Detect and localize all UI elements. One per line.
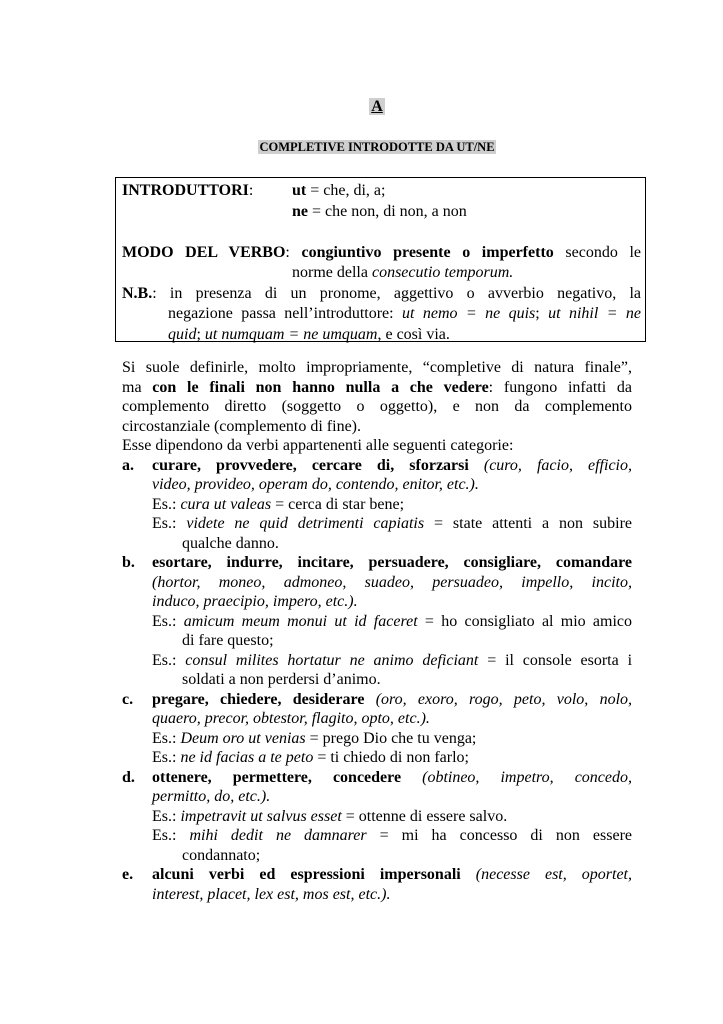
ex-b2-label: Es.:: [152, 651, 186, 669]
intro-line-2: [122, 378, 632, 398]
modo-line2-a: norme della: [292, 264, 372, 281]
list-item-d: [122, 768, 632, 866]
item-c-latin: (oro, exoro, rogo, peto, volo, nolo,: [364, 690, 633, 708]
ex-b1-latin: amicum meum monui ut id faceret: [183, 612, 418, 630]
introduttori-row: INTRODUTTORI: ut = che, di, a;: [122, 182, 386, 199]
example-b-1: [122, 612, 632, 632]
ex-b2-it: = il console esorta i: [478, 651, 633, 669]
list-item-e-head: [122, 865, 632, 885]
introduttori-label: INTRODUTTORI: [122, 182, 249, 199]
intro-line-5: Esse dipendono da verbi appartenenti alle seguenti categorie:: [122, 437, 514, 454]
nb-line1: : in presenza di un pronome, aggettivo o avverbio negativo, la: [152, 284, 641, 302]
ut-meaning: = che, di, a;: [306, 182, 386, 199]
nb-line3-c: ut numquam = ne umquam: [204, 325, 378, 343]
intro-line-4: circostanziale (complemento di fine).: [122, 417, 362, 435]
nb-row: [122, 284, 641, 305]
item-b-verbs: esortare, indurre, incitare, persuadere, consigliare, comandare: [152, 554, 632, 571]
nb-line3-b: ;: [196, 325, 205, 343]
item-c-cont-text: quaero, precor, obtestor, flagito, opto, etc.).: [152, 710, 430, 727]
example-d-1: [122, 807, 632, 827]
ex-d2-it: = mi ha concesso di non essere: [366, 827, 632, 844]
modo-row: MODO DEL VERBO: congiuntivo presente o imperfetto secondo le: [122, 243, 641, 261]
item-c-verbs: pregare, chiedere, desiderare: [152, 690, 365, 708]
ex-a1-latin: cura ut valeas: [180, 495, 272, 513]
intro-line-2-b: con le finali non hanno nulla a che vedere: [152, 378, 489, 396]
list-item-b-cont-2: [122, 592, 632, 612]
item-e-verbs: alcuni verbi ed espressioni impersonali: [152, 866, 461, 883]
list-item-c-cont: [122, 709, 632, 729]
ex-a2-latin: videte ne quid detrimenti capiatis: [186, 515, 425, 532]
ex-c2-it: = ti chiedo di non farlo;: [313, 749, 469, 766]
ut-word: ut: [292, 182, 307, 199]
ex-d2-label: Es.:: [152, 827, 190, 844]
ne-row: [122, 202, 641, 223]
example-d-2: [122, 826, 632, 846]
list-letter-a-text: a: [122, 456, 130, 474]
item-e-cont-text: interest, placet, lex est, mos est, etc.).: [152, 885, 391, 903]
list-letter-b: b.: [122, 554, 135, 571]
ex-c1-label: Es.:: [152, 729, 181, 747]
list-letter-c: c.: [122, 690, 134, 708]
example-a-1: [122, 495, 632, 515]
example-b-2-cont: soldati a non perdersi d’animo.: [182, 671, 381, 688]
modo-line2-b: consecutio temporum.: [371, 264, 514, 281]
nb-line2-b: ut nemo = ne quis: [402, 305, 536, 322]
list-item-c: [122, 690, 632, 768]
item-a-latin: (curo, facio, efficio,: [468, 456, 632, 474]
ex-c2-label: Es.:: [152, 749, 181, 766]
item-e-latin: (necesse est, oportet,: [460, 866, 633, 883]
intro-line-1: Si suole definirle, molto impropriamente, “completive di natura finale”,: [122, 359, 632, 376]
nb-line3-d: , e così via.: [377, 325, 450, 343]
list-letter-a: a.: [122, 456, 134, 474]
item-a-cont-text: video, provideo, operam do, contendo, enitor, etc.).: [152, 476, 479, 493]
item-a-verbs: curare, provvedere, cercare di, sforzarsi: [152, 456, 469, 474]
intro-line-2-c: : fungono infatti da: [488, 378, 632, 396]
section-letter-heading: [0, 97, 723, 117]
ex-d2-latin: mihi dedit ne damnarer: [189, 827, 367, 844]
list-item-b-head: [122, 553, 632, 573]
nb-line2-c: ;: [535, 305, 549, 322]
item-d-verbs: ottenere, permettere, concedere: [152, 768, 402, 786]
modo-tail: secondo le: [565, 243, 641, 261]
list-letter-d: d.: [122, 768, 135, 786]
item-b-cont2-text: induco, praecipio, impero, etc.).: [152, 593, 358, 610]
ne-meaning: = che non, di non, a non: [308, 202, 467, 220]
list-letter-b-text: b: [122, 554, 131, 571]
section-letter: A: [371, 98, 383, 115]
list-letter-e-text: e: [122, 866, 130, 883]
list-letter-c-text: c: [122, 690, 130, 708]
list-letter-e: e.: [122, 866, 134, 883]
list-item-d-cont: [122, 787, 632, 807]
item-b-cont1-text: (hortor, moneo, admoneo, suadeo, persuadeo, impello, incito,: [152, 573, 632, 591]
ex-a1-label: Es.:: [152, 495, 181, 513]
body-text: [122, 358, 632, 904]
list-item-b: [122, 553, 632, 690]
ex-a1-it: = cerca di star bene;: [271, 495, 405, 513]
list-item-c-head: [122, 690, 632, 710]
summary-box: [115, 177, 646, 342]
example-b-1-cont: di fare questo;: [182, 632, 274, 649]
ex-b1-it: = ho consigliato al mio amico: [417, 612, 632, 630]
nb-row-3: [122, 325, 641, 346]
ex-b1-label: Es.:: [152, 612, 184, 630]
modo-value: congiuntivo presente o imperfetto: [301, 243, 554, 261]
nb-line2-d: ut nihil = ne: [548, 305, 641, 322]
list-letter-d-text: d: [122, 768, 131, 786]
ex-d1-it: = ottenne di essere salvo.: [341, 807, 508, 825]
ex-c1-latin: Deum oro ut venias: [180, 729, 306, 747]
list-item-e-cont: [122, 885, 632, 905]
example-c-2: [122, 748, 632, 768]
list-item-d-head: [122, 768, 632, 788]
list-item-a: [122, 456, 632, 554]
intro-line-2-a: ma: [122, 378, 153, 396]
ex-c1-it: = prego Dio che tu venga;: [305, 729, 477, 747]
list-item-b-cont-1: [122, 573, 632, 593]
item-d-cont-text: permitto, do, etc.).: [152, 788, 271, 805]
ne-word: ne: [292, 202, 308, 220]
nb-label: N.B.: [122, 284, 153, 302]
example-c-1: [122, 729, 632, 749]
ex-c2-latin: ne id facias a te peto: [180, 749, 314, 766]
nb-row-2: [122, 304, 641, 325]
ex-d1-latin: impetravit ut salvus esset: [180, 807, 342, 825]
example-a-2: [122, 514, 632, 534]
modo-label: MODO DEL VERBO: [122, 243, 286, 261]
ex-b2-latin: consul milites hortatur ne animo deficiant: [185, 651, 479, 669]
ex-a2-label: Es.:: [152, 515, 187, 532]
section-subtitle: [0, 139, 723, 155]
nb-line3-a: quid: [168, 325, 197, 343]
modo-row-2: [122, 263, 641, 284]
list-item-e: [122, 865, 632, 904]
intro-line-3: complemento diretto (soggetto o oggetto), e non da complemento: [122, 398, 632, 415]
section-subtitle-text: COMPLETIVE INTRODOTTE DA UT/NE: [259, 140, 495, 154]
example-d-2-cont: condannato;: [182, 846, 261, 864]
list-item-a-cont: [122, 475, 632, 495]
list-item-a-head: [122, 456, 632, 476]
example-b-2: [122, 651, 632, 671]
ex-d1-label: Es.:: [152, 807, 181, 825]
item-d-latin: (obtineo, impetro, concedo,: [401, 768, 632, 786]
nb-line2-a: negazione passa nell’introduttore:: [168, 305, 403, 322]
ex-a2-it: = state attenti a non subire: [424, 515, 633, 532]
example-a-2-cont: qualche danno.: [182, 534, 279, 552]
